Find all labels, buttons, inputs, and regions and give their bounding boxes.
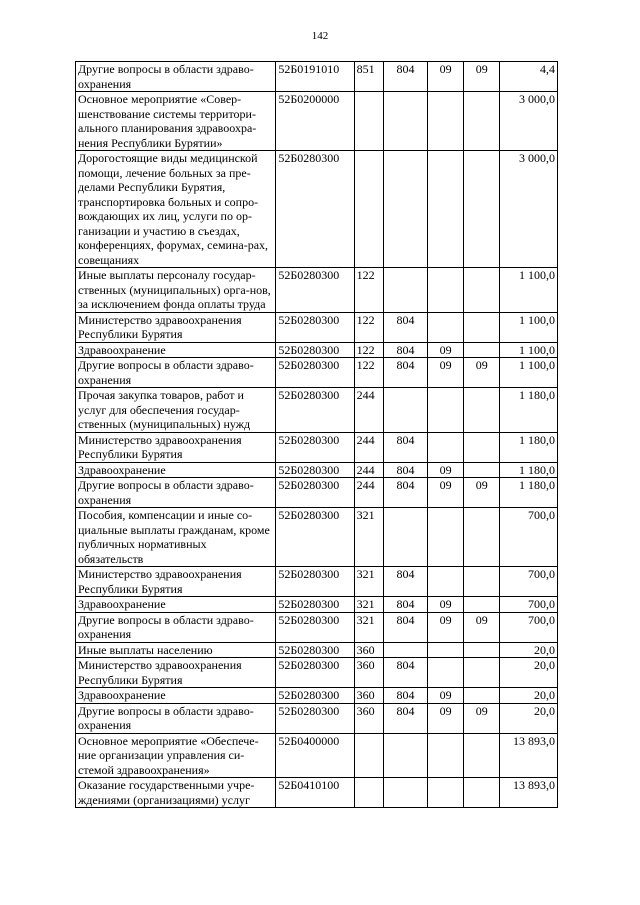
row-section-cell: 09 (427, 688, 464, 704)
row-section-cell (427, 388, 464, 433)
row-amount-cell: 13 893,0 (499, 778, 557, 808)
row-section-cell (427, 642, 464, 658)
row-code-cell: 52Б0280300 (276, 268, 354, 313)
row-code-cell: 52Б0280300 (276, 612, 354, 642)
row-department-cell: 804 (384, 478, 428, 508)
row-subsection-cell (464, 432, 500, 462)
table-row (76, 658, 558, 688)
row-subsection-cell (464, 658, 500, 688)
row-code-cell: 52Б0280300 (276, 508, 354, 567)
row-section-cell (427, 151, 464, 268)
table-row (76, 462, 558, 478)
row-subsection-cell (464, 342, 500, 358)
row-amount-cell: 700,0 (499, 597, 557, 613)
row-amount-cell: 13 893,0 (499, 733, 557, 778)
row-name-cell: Иные выплаты персоналу государ-ственных (муниципальных) орга-нов, за исключением фонда оплаты труда (76, 268, 276, 313)
row-expense-type-cell: 244 (354, 388, 383, 433)
row-name-cell: Здравоохранение (76, 597, 276, 613)
row-amount-cell: 1 100,0 (499, 268, 557, 313)
row-expense-type-cell: 122 (354, 358, 383, 388)
row-amount-cell: 4,4 (499, 62, 557, 92)
row-subsection-cell (464, 642, 500, 658)
row-code-cell: 52Б0280300 (276, 358, 354, 388)
table-row (76, 597, 558, 613)
row-amount-cell: 1 100,0 (499, 312, 557, 342)
table-row (76, 778, 558, 808)
row-expense-type-cell: 244 (354, 462, 383, 478)
row-department-cell (384, 642, 428, 658)
row-name-cell: Министерство здравоохранения Республики Бурятия (76, 658, 276, 688)
table-row (76, 92, 558, 151)
row-section-cell (427, 733, 464, 778)
row-section-cell: 09 (427, 462, 464, 478)
row-subsection-cell: 09 (464, 703, 500, 733)
row-section-cell (427, 508, 464, 567)
row-department-cell: 804 (384, 688, 428, 704)
row-amount-cell: 1 100,0 (499, 342, 557, 358)
row-department-cell: 804 (384, 658, 428, 688)
row-department-cell (384, 778, 428, 808)
row-expense-type-cell (354, 92, 383, 151)
row-code-cell: 52Б0280300 (276, 312, 354, 342)
row-code-cell: 52Б0280300 (276, 478, 354, 508)
row-section-cell: 09 (427, 478, 464, 508)
row-department-cell: 804 (384, 612, 428, 642)
table-row (76, 733, 558, 778)
row-name-cell: Дорогостоящие виды медицинской помощи, лечение больных за пре-делами Республики Бурятия, транспортировка больных и сопро-вождающих их лиц, услуги по ор-ганизации и участию в съездах, конференциях, форумах, семина-рах, совещаниях (76, 151, 276, 268)
row-code-cell: 52Б0191010 (276, 62, 354, 92)
row-code-cell: 52Б0280300 (276, 567, 354, 597)
row-name-cell: Другие вопросы в области здраво-охранения (76, 612, 276, 642)
row-department-cell: 804 (384, 597, 428, 613)
row-name-cell: Другие вопросы в области здраво-охранения (76, 358, 276, 388)
row-department-cell (384, 268, 428, 313)
table-row (76, 151, 558, 268)
row-expense-type-cell (354, 733, 383, 778)
page-number: 142 (311, 30, 329, 42)
row-subsection-cell (464, 312, 500, 342)
row-section-cell: 09 (427, 342, 464, 358)
row-department-cell: 804 (384, 62, 428, 92)
row-code-cell: 52Б0280300 (276, 342, 354, 358)
row-subsection-cell: 09 (464, 62, 500, 92)
row-name-cell: Другие вопросы в области здраво-охранения (76, 62, 276, 92)
row-expense-type-cell: 360 (354, 658, 383, 688)
row-expense-type-cell: 851 (354, 62, 383, 92)
row-department-cell (384, 92, 428, 151)
row-expense-type-cell: 244 (354, 432, 383, 462)
row-code-cell: 52Б0280300 (276, 388, 354, 433)
table-row (76, 432, 558, 462)
row-amount-cell: 1 100,0 (499, 358, 557, 388)
row-expense-type-cell: 360 (354, 642, 383, 658)
row-subsection-cell (464, 567, 500, 597)
row-subsection-cell: 09 (464, 612, 500, 642)
row-subsection-cell (464, 268, 500, 313)
row-section-cell (427, 567, 464, 597)
row-expense-type-cell: 122 (354, 312, 383, 342)
table-row (76, 62, 558, 92)
row-department-cell: 804 (384, 703, 428, 733)
row-amount-cell: 20,0 (499, 642, 557, 658)
row-section-cell: 09 (427, 612, 464, 642)
row-amount-cell: 3 000,0 (499, 151, 557, 268)
table-row (76, 358, 558, 388)
row-amount-cell: 700,0 (499, 612, 557, 642)
table-row (76, 388, 558, 433)
row-department-cell: 804 (384, 342, 428, 358)
row-name-cell: Основное мероприятие «Совер-шенствование системы территори-ального планирования здравоохра-нения Республики Бурятии» (76, 92, 276, 151)
budget-table-body (76, 62, 558, 808)
row-code-cell: 52Б0280300 (276, 688, 354, 704)
row-subsection-cell (464, 92, 500, 151)
row-department-cell (384, 151, 428, 268)
row-subsection-cell (464, 508, 500, 567)
row-expense-type-cell (354, 778, 383, 808)
table-row (76, 508, 558, 567)
row-code-cell: 52Б0400000 (276, 733, 354, 778)
row-expense-type-cell (354, 151, 383, 268)
row-subsection-cell (464, 733, 500, 778)
row-code-cell: 52Б0280300 (276, 642, 354, 658)
row-name-cell: Оказание государственными учре-ждениями (организациями) услуг (76, 778, 276, 808)
row-section-cell (427, 432, 464, 462)
budget-table (75, 61, 558, 808)
table-row (76, 312, 558, 342)
row-name-cell: Министерство здравоохранения Республики Бурятия (76, 432, 276, 462)
row-expense-type-cell: 244 (354, 478, 383, 508)
table-row (76, 642, 558, 658)
row-expense-type-cell: 360 (354, 703, 383, 733)
row-section-cell (427, 312, 464, 342)
row-department-cell: 804 (384, 312, 428, 342)
row-name-cell: Основное мероприятие «Обеспече-ние организации управления си-стемой здравоохранения» (76, 733, 276, 778)
row-expense-type-cell: 321 (354, 597, 383, 613)
row-department-cell: 804 (384, 358, 428, 388)
row-expense-type-cell: 321 (354, 508, 383, 567)
row-subsection-cell (464, 151, 500, 268)
table-row (76, 567, 558, 597)
row-amount-cell: 1 180,0 (499, 462, 557, 478)
row-subsection-cell (464, 597, 500, 613)
row-subsection-cell (464, 388, 500, 433)
row-code-cell: 52Б0280300 (276, 703, 354, 733)
row-amount-cell: 1 180,0 (499, 388, 557, 433)
row-subsection-cell (464, 778, 500, 808)
row-name-cell: Здравоохранение (76, 462, 276, 478)
row-subsection-cell (464, 688, 500, 704)
row-amount-cell: 700,0 (499, 508, 557, 567)
row-code-cell: 52Б0280300 (276, 462, 354, 478)
row-subsection-cell: 09 (464, 478, 500, 508)
row-name-cell: Другие вопросы в области здраво-охранения (76, 703, 276, 733)
row-name-cell: Другие вопросы в области здраво-охранения (76, 478, 276, 508)
row-section-cell (427, 778, 464, 808)
table-row (76, 703, 558, 733)
table-row (76, 612, 558, 642)
row-code-cell: 52Б0280300 (276, 597, 354, 613)
row-amount-cell: 20,0 (499, 658, 557, 688)
table-row (76, 268, 558, 313)
row-department-cell (384, 508, 428, 567)
row-code-cell: 52Б0280300 (276, 658, 354, 688)
row-name-cell: Иные выплаты населению (76, 642, 276, 658)
row-department-cell: 804 (384, 462, 428, 478)
row-expense-type-cell: 122 (354, 268, 383, 313)
row-expense-type-cell: 321 (354, 567, 383, 597)
row-name-cell: Министерство здравоохранения Республики Бурятия (76, 567, 276, 597)
row-subsection-cell (464, 462, 500, 478)
row-amount-cell: 20,0 (499, 688, 557, 704)
row-code-cell: 52Б0200000 (276, 92, 354, 151)
row-department-cell (384, 388, 428, 433)
row-section-cell: 09 (427, 703, 464, 733)
table-row (76, 688, 558, 704)
table-row (76, 342, 558, 358)
row-name-cell: Прочая закупка товаров, работ и услуг для обеспечения государ-ственных (муниципальных) нужд (76, 388, 276, 433)
row-amount-cell: 1 180,0 (499, 478, 557, 508)
row-name-cell: Пособия, компенсации и иные со-циальные выплаты гражданам, кроме публичных нормативных обязательств (76, 508, 276, 567)
row-name-cell: Здравоохранение (76, 342, 276, 358)
row-section-cell (427, 92, 464, 151)
table-row (76, 478, 558, 508)
row-amount-cell: 20,0 (499, 703, 557, 733)
row-name-cell: Здравоохранение (76, 688, 276, 704)
row-subsection-cell: 09 (464, 358, 500, 388)
row-code-cell: 52Б0280300 (276, 151, 354, 268)
row-name-cell: Министерство здравоохранения Республики Бурятия (76, 312, 276, 342)
row-section-cell: 09 (427, 358, 464, 388)
row-section-cell (427, 658, 464, 688)
row-amount-cell: 700,0 (499, 567, 557, 597)
row-amount-cell: 1 180,0 (499, 432, 557, 462)
row-department-cell (384, 733, 428, 778)
row-department-cell: 804 (384, 432, 428, 462)
row-expense-type-cell: 321 (354, 612, 383, 642)
row-expense-type-cell: 122 (354, 342, 383, 358)
row-expense-type-cell: 360 (354, 688, 383, 704)
row-section-cell: 09 (427, 62, 464, 92)
row-code-cell: 52Б0410100 (276, 778, 354, 808)
row-section-cell: 09 (427, 597, 464, 613)
row-code-cell: 52Б0280300 (276, 432, 354, 462)
row-section-cell (427, 268, 464, 313)
row-department-cell: 804 (384, 567, 428, 597)
row-amount-cell: 3 000,0 (499, 92, 557, 151)
